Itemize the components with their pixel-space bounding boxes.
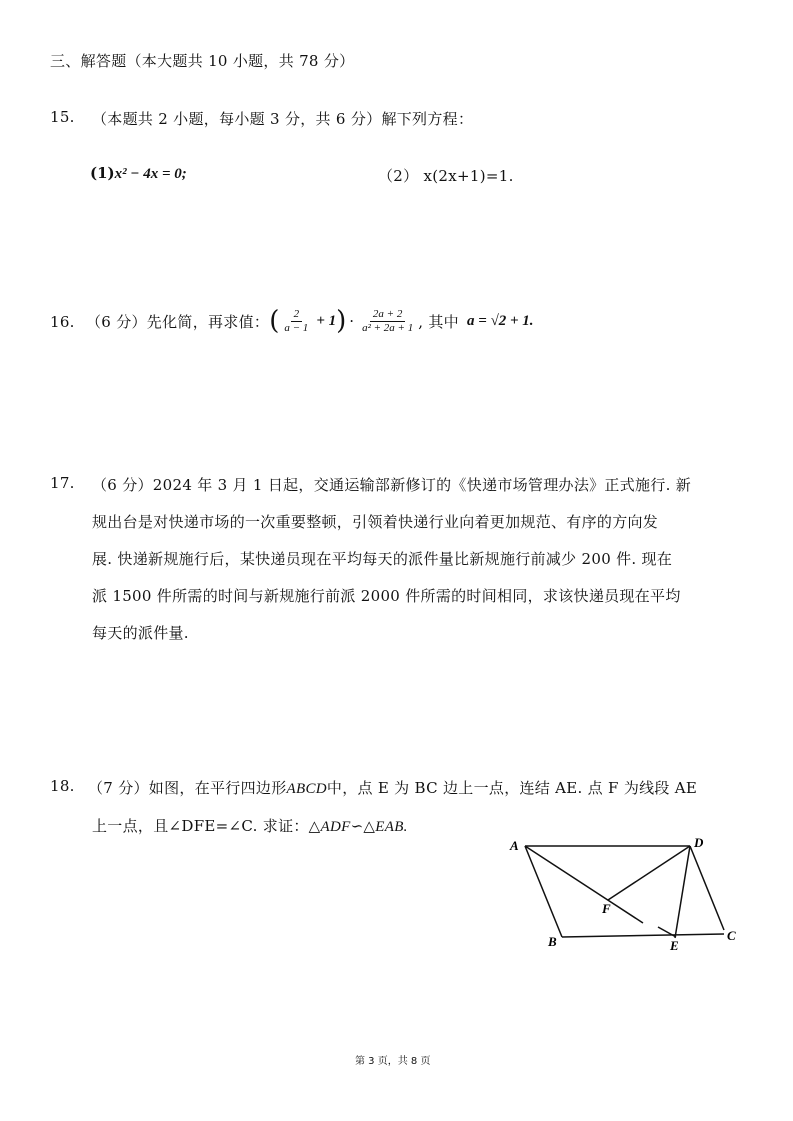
q15-part1 bbox=[90, 166, 187, 182]
q15-stem: （本题共 2 小题，每小题 3 分，共 6 分）解下列方程： bbox=[92, 110, 474, 128]
q18-line-1-part-b: 中，点 E 为 BC 边上一点，连结 AE. 点 F 为线段 AE bbox=[326, 779, 698, 797]
label-F: F bbox=[602, 901, 611, 916]
q18-line-2-part-a: 上一点，且∠DFE=∠C. 求证： bbox=[92, 817, 309, 835]
q17-line-2: 规出台是对快递市场的一次重要整顿，引领着快递行业向着更加规范、有序的方向发 bbox=[92, 513, 659, 531]
right-paren: ) bbox=[336, 306, 347, 336]
q16-plus-one: + 1 bbox=[316, 312, 337, 329]
section-header: 三、解答题（本大题共 10 小题，共 78 分） bbox=[50, 52, 355, 70]
segment-AB bbox=[525, 846, 562, 937]
q16-fraction-1-numerator: 2 bbox=[291, 308, 303, 322]
label-A: A bbox=[510, 838, 519, 853]
segment-DC bbox=[690, 846, 724, 930]
q18-number: 18. bbox=[50, 777, 75, 795]
q18-line-1 bbox=[88, 777, 697, 798]
q16-multiply-dot: · bbox=[349, 312, 355, 330]
q18-line-2 bbox=[92, 815, 408, 836]
q15-part1-equation: x² − 4x = 0; bbox=[114, 166, 187, 182]
q16-fraction-1 bbox=[281, 308, 311, 335]
segment-AE bbox=[525, 846, 643, 923]
label-C: C bbox=[727, 928, 736, 943]
page-footer: 第 3 页，共 8 页 bbox=[355, 1056, 431, 1067]
q16-prefix: （6 分）先化简，再求值： bbox=[86, 312, 270, 331]
q16-condition: a = √2 + 1. bbox=[466, 312, 534, 329]
segment-DE bbox=[675, 846, 690, 938]
label-B: B bbox=[548, 934, 557, 949]
q16-fraction-1-denominator: a − 1 bbox=[284, 321, 309, 334]
q17-line-3: 展. 快递新规施行后，某快递员现在平均每天的派件量比新规施行前减少 200 件. 现在 bbox=[92, 550, 673, 568]
segment-BC bbox=[562, 934, 724, 937]
q18-similarity: △ADF∽△EAB. bbox=[308, 819, 408, 835]
q17-line-5: 每天的派件量. bbox=[92, 624, 189, 642]
parallelogram-figure bbox=[500, 830, 750, 960]
label-E: E bbox=[670, 938, 679, 953]
q16-number: 16. bbox=[50, 313, 75, 331]
segment-FD bbox=[608, 846, 690, 900]
q18-line-1-part-a: （7 分）如图，在平行四边形 bbox=[88, 779, 287, 797]
q16-expression bbox=[86, 300, 534, 342]
q17-line-4: 派 1500 件所需的时间与新规施行前派 2000 件所需的时间相同，求该快递员现在平均 bbox=[92, 587, 681, 605]
q16-fraction-2-numerator: 2a + 2 bbox=[370, 308, 405, 322]
q15-number: 15. bbox=[50, 108, 75, 126]
q16-suffix: , 其中 bbox=[418, 312, 459, 331]
q18-abcd: ABCD bbox=[286, 781, 327, 797]
q16-fraction-2-denominator: a² + 2a + 1 bbox=[362, 321, 414, 334]
q17-number: 17. bbox=[50, 474, 75, 492]
left-paren: ( bbox=[269, 306, 280, 336]
label-D: D bbox=[694, 835, 704, 850]
q16-fraction-2 bbox=[359, 308, 416, 335]
q15-part1-label: (1) bbox=[90, 164, 115, 182]
q15-part2: （2） x(2x+1)=1. bbox=[378, 167, 514, 185]
q17-line-1: （6 分）2024 年 3 月 1 日起，交通运输部新修订的《快递市场管理办法》正式施行. 新 bbox=[92, 476, 692, 494]
